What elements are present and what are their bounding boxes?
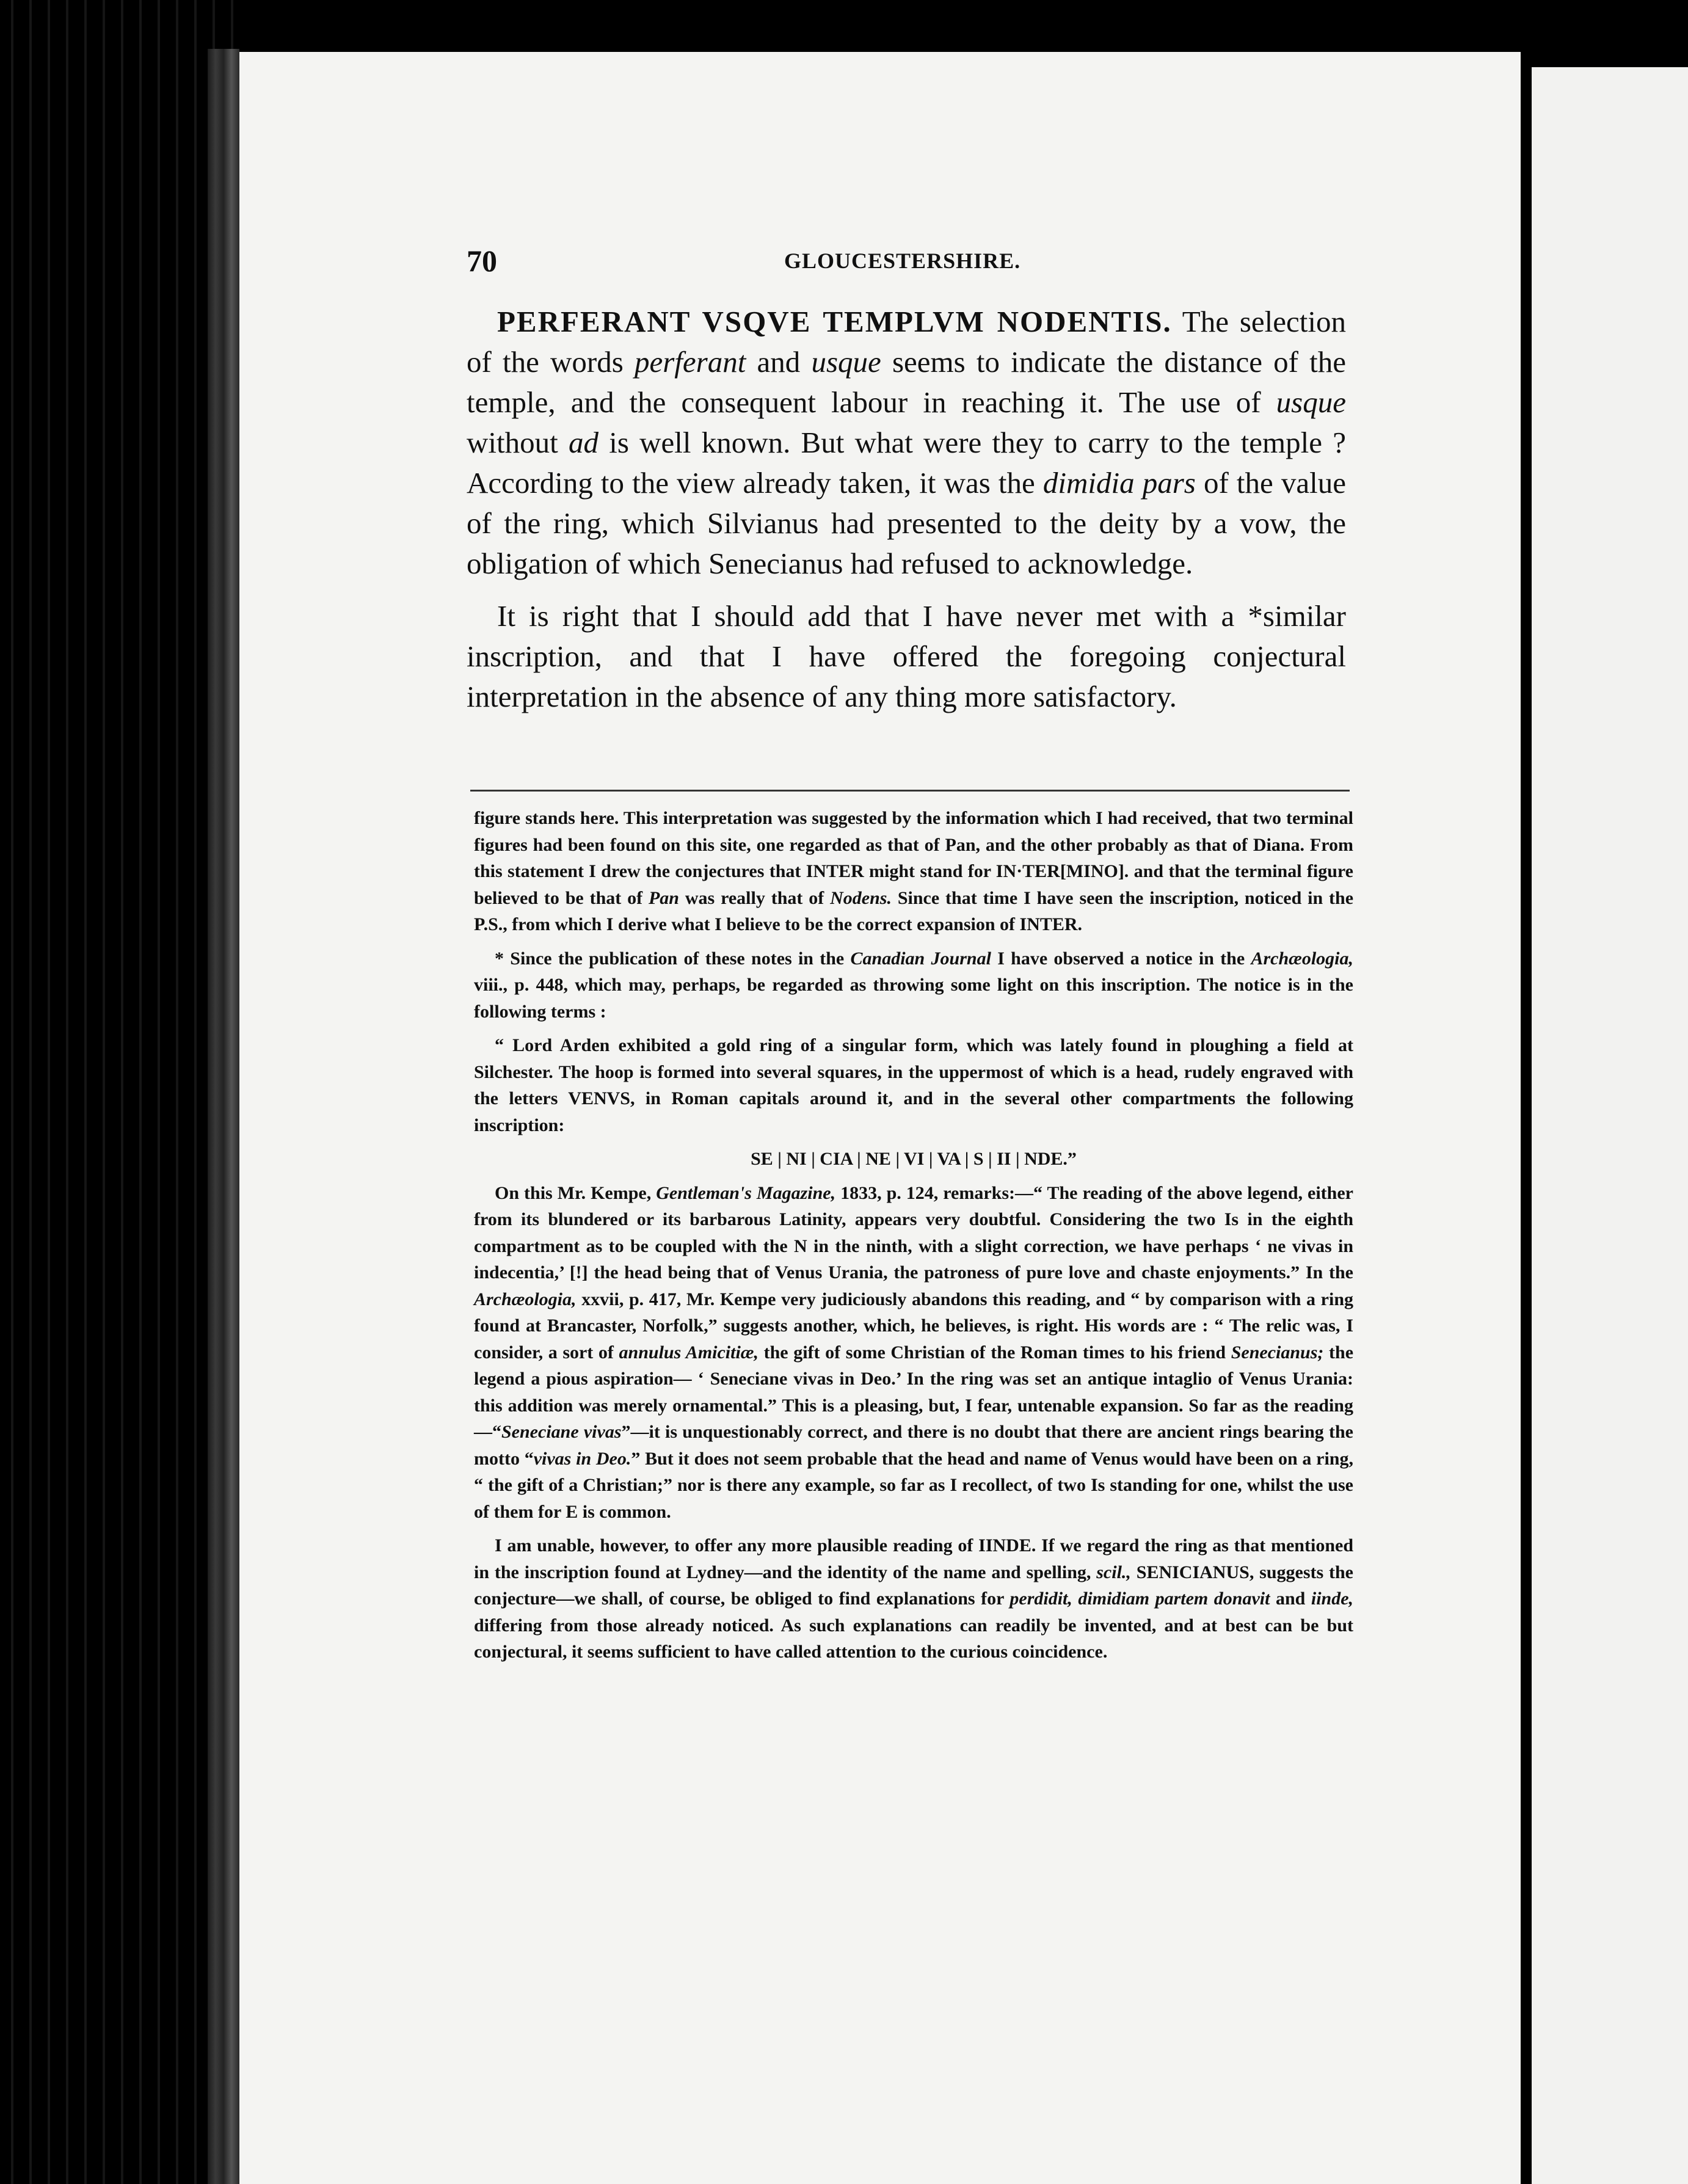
facing-page-edge (1532, 67, 1688, 2184)
footnote-quote: “ Lord Arden exhibited a gold ring of a singular form, which was lately found in ploughing a field at Silchester. The hoop is formed into several squares, in the uppermost of which is a head, rudely engraved with the letters VENVS, in Roman capitals around it, and in the several other compartments the following inscription: (474, 1035, 1353, 1135)
page-number: 70 (467, 244, 497, 278)
footnote-kempe: On this Mr. Kempe, Gentleman's Magazine, 1833, p. 124, remarks:—“ The reading of the above legend, either from its blundered or its barbarous Latinity, appears very doubtful. Considering the two Is in the eighth compartment as to be coupled with the N in the ninth, with a slight correction, we have perhaps ‘ ne vivas in indecentia,’ [!] the head being that of Venus Urania, the patroness of pure love and chaste enjoyments.” In the Archæologia, xxvii, p. 417, Mr. Kempe very judiciously abandons this reading, and “ by comparison with a ring found at Brancaster, Norfolk,” suggests another, which, he believes, is right. His words are : “ The relic was, I consider, a sort of annulus Amicitiæ, the gift of some Christian of the Roman times to his friend Senecianus; the legend a pious aspiration— ‘ Seneciane vivas in Deo.’ In the ring was set an antique intaglio of Venus Urania: this addition was merely ornamental.” This is a pleasing, but, I fear, untenable expansion. So far as the reading—“Seneciane vivas”—it is unquestionably correct, and there is no doubt that there are ancient rings bearing the motto “vivas in Deo.” But it does not seem probable that the head and name of Venus would have been on a ring, “ the gift of a Christian;” nor is there any example, so far as I recollect, of two Is standing for one, whilst the use of them for E is common. (474, 1182, 1354, 1522)
latin-phrase: PERFERANT VSQVE TEMPLVM NODENTIS. (497, 305, 1172, 338)
running-head: GLOUCESTERSHIRE. (784, 249, 1021, 273)
main-text (467, 302, 1346, 717)
footnote-rule (470, 790, 1350, 792)
page-gutter (208, 49, 239, 2184)
footnote-continuation: figure stands here. This interpretation was suggested by the information which I had received, that two terminal figures had been found on this site, one regarded as that of Pan, and the other probably as that of Diana. From this statement I drew the conjectures that INTER might stand for IN·TER[MINO]. and that the terminal figure believed to be that of Pan was really that of Nodens. Since that time I have seen the inscription, noticed in the P.S., from which I derive what I believe to be the correct expansion of INTER. (474, 808, 1354, 934)
footnote-star: * Since the publication of these notes in the Canadian Journal I have observed a notice in the Archæologia, viii., p. 448, which may, perhaps, be regarded as throwing some light on this inscription. The notice is in the following terms : (474, 948, 1353, 1022)
footnotes (474, 805, 1353, 1665)
binding-edge (0, 0, 239, 2184)
paragraph-2: It is right that I should add that I have never met with a *similar inscription, and that I have offered the foregoing conjectural interpretation in the absence of any thing more satisfactory. (467, 599, 1346, 713)
footnote-conclusion: I am unable, however, to offer any more plausible reading of IINDE. If we regard the ring as that mentioned in the inscription found at Lydney—and the identity of the name and spelling, scil., SENICIANUS, suggests the conjecture—we shall, of course, be obliged to find explanations for perdidit, dimidiam partem donavit and iinde, differing from those already noticed. As such explanations can readily be invented, and at best can be but conjectural, it seems sufficient to have called attention to the curious coincidence. (474, 1535, 1354, 1662)
page-header (467, 243, 1364, 280)
paragraph-1: PERFERANT VSQVE TEMPLVM NODENTIS. The selection of the words perferant and usque seems to indicate the distance of the temple, and the consequent labour in reaching it. The use of usque without ad is well known. But what were they to carry to the temple ? According to the view already taken, it was the dimidia pars of the value of the ring, which Silvianus had presented to the deity by a vow, the obligation of which Senecianus had refused to acknowledge. (467, 305, 1347, 580)
ring-inscription: SE | NI | CIA | NE | VI | VA | S | II | NDE.” (751, 1149, 1077, 1169)
